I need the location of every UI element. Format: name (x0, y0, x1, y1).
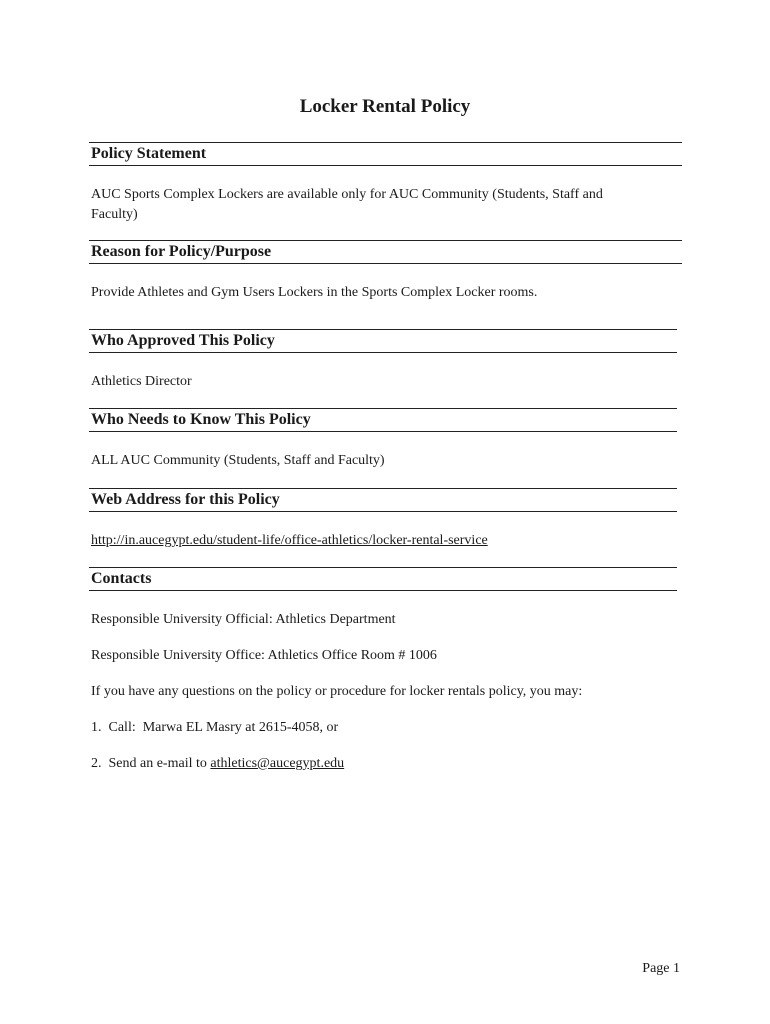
audience-heading: Who Needs to Know This Policy (89, 408, 677, 432)
purpose-text: Provide Athletes and Gym Users Lockers in the Sports Complex Locker rooms. (91, 285, 538, 300)
email-link[interactable]: athletics@aucegypt.edu (210, 756, 345, 771)
web-address-heading: Web Address for this Policy (89, 488, 677, 512)
contact-email-prefix: 2. Send an e-mail to (91, 756, 211, 771)
audience-text: ALL AUC Community (Students, Staff and Faculty) (91, 453, 385, 468)
policy-statement-line-2: Faculty) (91, 207, 138, 222)
policy-statement-line-1: AUC Sports Complex Lockers are available only for AUC Community (Students, Staff and (91, 187, 603, 202)
contact-questions: If you have any questions on the policy or procedure for locker rentals policy, you may: (91, 684, 583, 699)
contact-item-email (91, 754, 344, 774)
policy-web-link[interactable]: http://in.aucegypt.edu/student-life/office-athletics/locker-rental-service (91, 533, 488, 548)
page-number: Page 1 (642, 961, 680, 976)
approved-heading: Who Approved This Policy (89, 329, 677, 353)
purpose-heading: Reason for Policy/Purpose (89, 240, 682, 264)
policy-statement-heading: Policy Statement (89, 142, 682, 166)
page-title: Locker Rental Policy (299, 96, 471, 117)
contact-official: Responsible University Official: Athletics Department (91, 612, 396, 627)
approved-text: Athletics Director (91, 374, 192, 389)
contact-item-call: 1. Call: Marwa EL Masry at 2615-4058, or (91, 720, 339, 735)
contacts-heading: Contacts (89, 567, 677, 591)
contact-office: Responsible University Office: Athletics Office Room # 1006 (91, 648, 437, 663)
